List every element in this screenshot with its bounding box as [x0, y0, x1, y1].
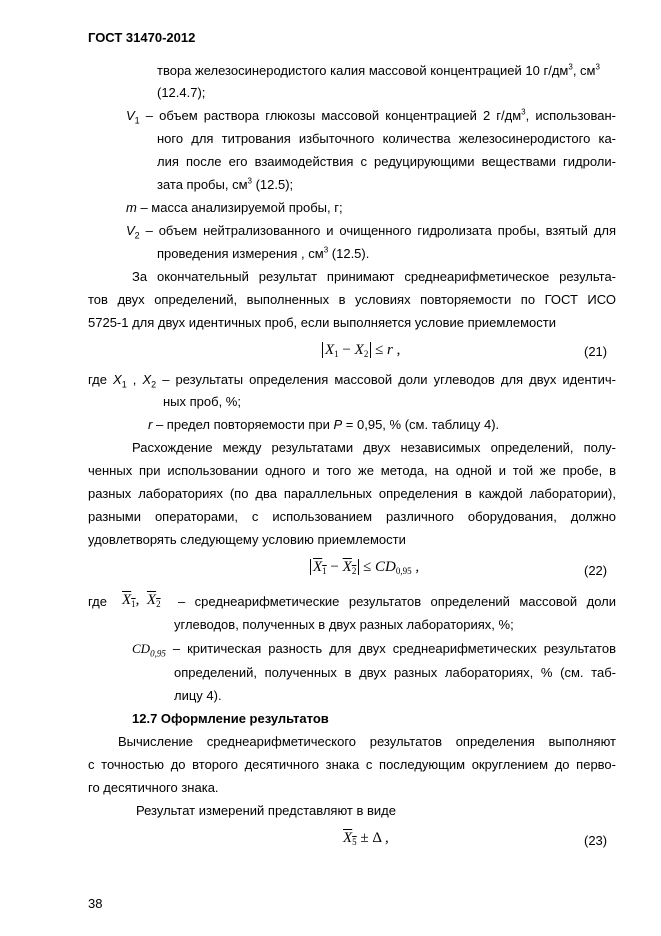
equation-number-23: (23) [584, 833, 608, 848]
where-definition-means: – среднеарифметические результатов определений массовой доли [178, 594, 616, 609]
text-line: (12.4.7); [157, 85, 206, 100]
text-line: определений, полученных в двух разных лабораториях, % (см. таб- [174, 665, 616, 680]
formula-22: $X_1 - X_2 \le CD_{0,95}$ , [310, 559, 419, 579]
mean-variables: $X_1$, $X_2$ [122, 592, 161, 609]
variable-definition-v1: $V_1$ – объем раствора глюкозы массовой концентрацией 2 $г/дм^3$, использован- [126, 107, 616, 126]
paragraph-line: Расхождение между результатами двух независимых определений, полу- [132, 440, 616, 455]
section-heading: 12.7 Оформление результатов [132, 711, 329, 726]
text-line: твора железосинеродистого калия массовой концентрацией 10 $г/дм^3$, $см^3$ [157, 62, 600, 78]
text-line: зата пробы, $см^3$ (12.5); [157, 176, 294, 192]
variable-definition-m: m – масса анализируемой пробы, г; [126, 200, 343, 215]
paragraph-line: разными операторами, с использованием различного оборудования, должно [88, 509, 616, 524]
paragraph-line: Вычисление среднеарифметического результатов определения выполняют [118, 734, 616, 749]
equation-number-22: (22) [584, 563, 608, 578]
variable-definition-r: r – предел повторяемости при P = 0,95, % (см. таблицу 4). [148, 417, 500, 432]
text-line: ных проб, %; [163, 394, 241, 409]
variable-definition-v2: $V_2$ – объем нейтрализованного и очищенного гидролизата пробы, взятый для [126, 223, 616, 241]
formula-21: $X_1 - X_2 \le r$ , [322, 342, 400, 362]
paragraph-line: удовлетворять следующему условию приемлемости [88, 532, 406, 547]
text-line: лия после его взаимодействия с редуцирующими веществами гидроли- [157, 154, 616, 169]
text-line: проведения измерения , $см^3$ (12.5). [157, 245, 370, 261]
page-number: 38 [88, 896, 103, 911]
paragraph-line: ченных при использовании одного и того же метода, на одной и той же пробе, в [88, 463, 616, 478]
paragraph-line: с точностью до второго десятичного знака с последующим округлением до перво- [88, 757, 616, 772]
variable-definition-cd: $CD_{0,95}$ – критическая разность для двух среднеарифметических результатов [132, 641, 616, 659]
where-definition-x: где $X_1$ , $X_2$ – результаты определения массовой доли углеводов для двух идентич- [88, 372, 616, 390]
text-line: ного для титрования избыточного количества железосинеродистого ка- [157, 131, 616, 146]
paragraph-line: тов двух определений, выполненных в условиях повторяемости по ГОСТ ИСО [88, 292, 616, 307]
paragraph-line: За окончательный результат принимают среднеарифметическое результа- [132, 269, 616, 284]
document-header: ГОСТ 31470-2012 [88, 30, 196, 45]
where-label: где [88, 594, 107, 609]
paragraph-line: Результат измерений представляют в виде [136, 803, 396, 818]
paragraph-line: 5725-1 для двух идентичных проб, если выполняется условие приемлемости [88, 315, 556, 330]
equation-number-21: (21) [584, 344, 608, 359]
text-line: углеводов, полученных в двух разных лабораториях, %; [174, 617, 514, 632]
paragraph-line: разных лабораториях (по два параллельных определения в каждой лаборатории), [88, 486, 616, 501]
formula-23: $X_5 \pm \Delta$ , [343, 830, 389, 847]
text-line: лицу 4). [174, 688, 222, 703]
paragraph-line: го десятичного знака. [88, 780, 219, 795]
